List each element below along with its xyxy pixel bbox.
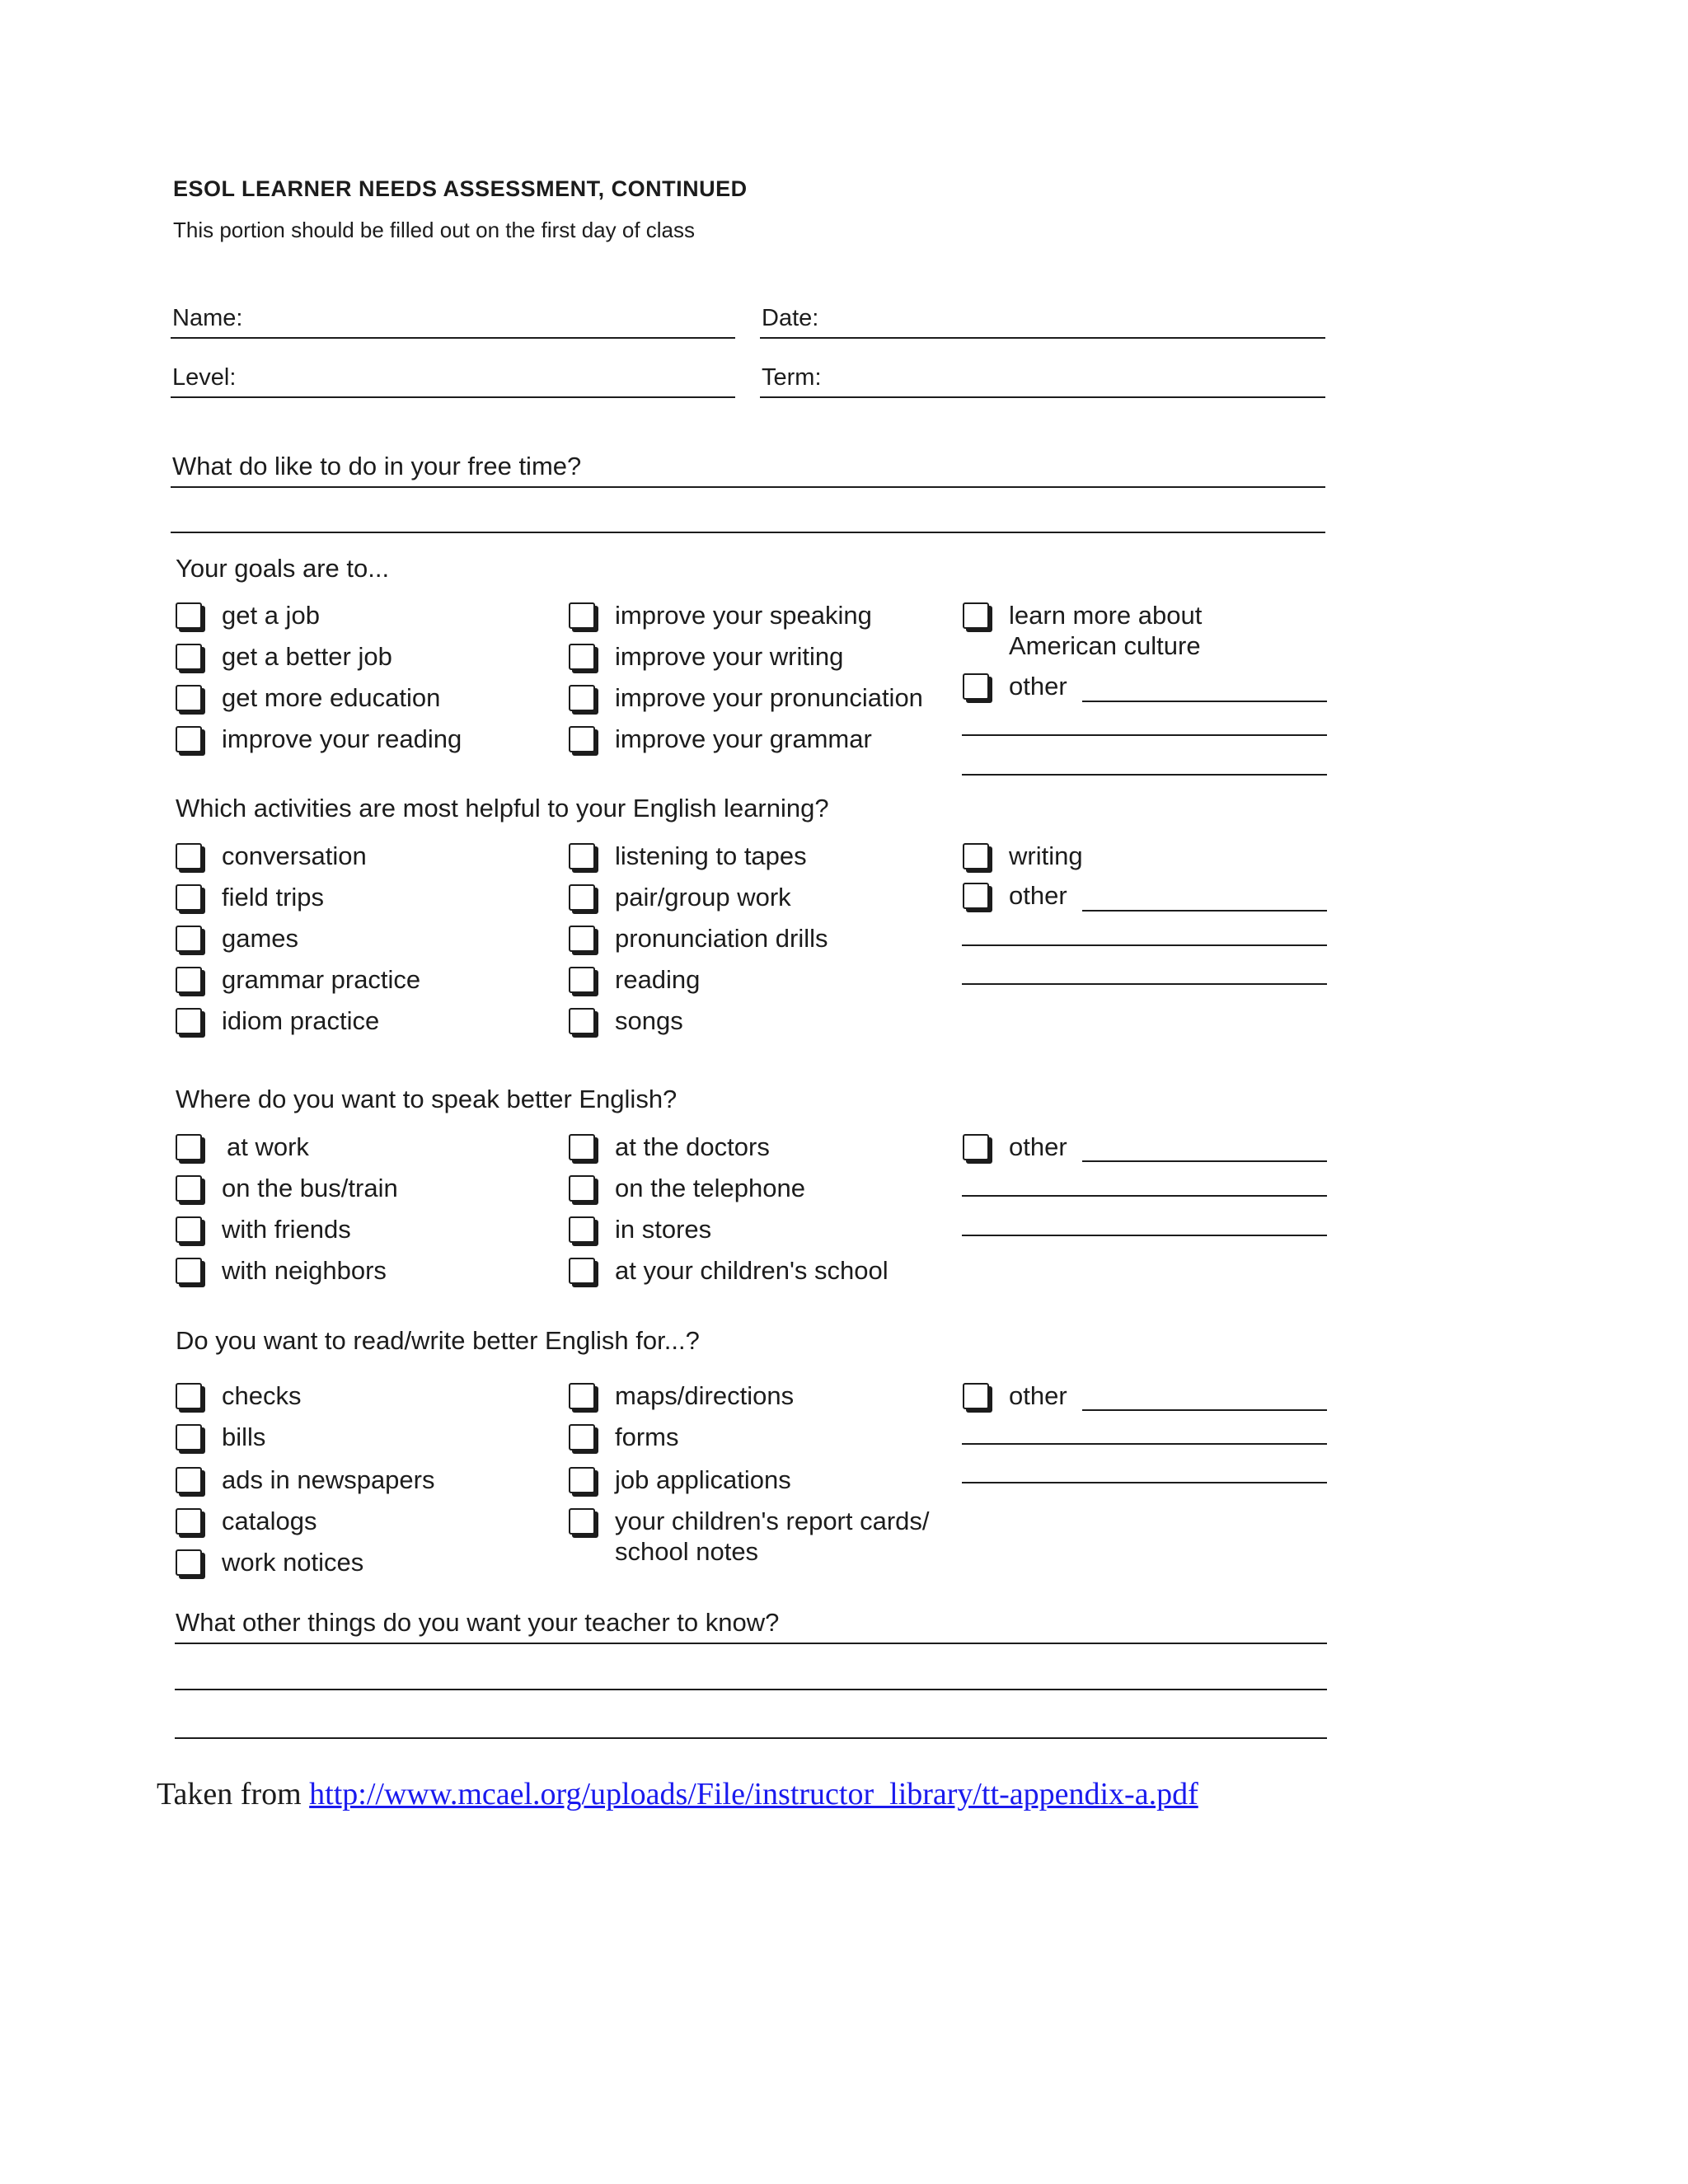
checkbox[interactable] [176,685,202,711]
readwrite-option-label-line2: school notes [615,1537,759,1566]
teacher-answer-line[interactable] [175,1737,1327,1739]
checkbox[interactable] [963,883,989,909]
speak-option-label: in stores [615,1215,712,1244]
checkbox[interactable] [569,884,595,911]
readwrite-option[interactable] [176,1506,316,1536]
checkbox[interactable] [176,1175,202,1202]
activity-option[interactable] [569,923,828,954]
activity-other-option[interactable] [963,880,1067,911]
readwrite-option[interactable] [176,1465,435,1495]
free-time-question: What do like to do in your free time? [172,452,582,480]
readwrite-option[interactable] [176,1547,363,1577]
checkbox[interactable] [176,967,202,993]
checkbox[interactable] [569,1424,595,1451]
activity-option-label: pair/group work [615,883,791,912]
checkbox[interactable] [176,884,202,911]
activities-question: Which activities are most helpful to your English learning? [176,794,829,823]
checkbox[interactable] [569,1008,595,1034]
checkbox[interactable] [569,602,595,629]
form-subtitle: This portion should be filled out on the first day of class [173,218,696,242]
date-label: Date: [762,305,819,331]
speak-option[interactable] [569,1255,889,1286]
checkbox[interactable] [176,1467,202,1493]
activity-option-label: pronunciation drills [615,924,828,953]
speak-option[interactable] [176,1255,387,1286]
checkbox[interactable] [569,1508,595,1535]
name-field[interactable] [171,291,735,339]
readwrite-question: Do you want to read/write better English for...? [176,1326,700,1355]
speak-option-label: at your children's school [615,1256,889,1285]
activity-other-line[interactable] [962,983,1327,985]
readwrite-other-line[interactable] [1082,1409,1327,1411]
checkbox[interactable] [569,1216,595,1243]
goal-option[interactable] [963,600,1202,661]
activity-option[interactable] [176,1005,379,1036]
goal-other-option[interactable] [963,671,1067,701]
level-field[interactable] [171,350,735,398]
readwrite-option-label: forms [615,1422,679,1451]
goal-option[interactable] [176,724,462,754]
readwrite-option[interactable] [569,1506,930,1567]
goal-option-label: get a better job [222,642,392,671]
source-prefix: Taken from [157,1777,310,1811]
speak-other-line[interactable] [962,1195,1327,1197]
other-label: other [1009,1132,1067,1161]
source-note [157,1776,1198,1812]
activity-option[interactable] [176,841,367,871]
other-label: other [1009,672,1067,701]
readwrite-option[interactable] [569,1380,794,1411]
checkbox[interactable] [569,1467,595,1493]
speak-question: Where do you want to speak better English? [176,1085,678,1113]
checkbox[interactable] [176,843,202,869]
goal-option[interactable] [569,724,872,754]
readwrite-option-label: bills [222,1422,266,1451]
checkbox[interactable] [569,926,595,952]
readwrite-option-label-line1: your children's report cards/ [615,1507,930,1535]
checkbox[interactable] [176,1216,202,1243]
other-label: other [1009,881,1067,910]
speak-other-option[interactable] [963,1132,1067,1162]
checkbox[interactable] [569,967,595,993]
readwrite-option-label: ads in newspapers [222,1465,435,1494]
name-label: Name: [172,305,243,331]
activity-option[interactable] [176,882,324,912]
goal-option-label: get more education [222,683,441,712]
speak-option[interactable] [569,1173,805,1203]
free-time-field[interactable] [171,440,1325,488]
speak-option-label: with friends [222,1215,351,1244]
free-time-answer-line[interactable] [171,532,1325,533]
readwrite-option-label: catalogs [222,1507,317,1535]
checkbox[interactable] [569,1383,595,1409]
readwrite-option-label [615,1506,930,1567]
checkbox[interactable] [176,602,202,629]
speak-option-label: on the telephone [615,1174,805,1202]
activity-option[interactable] [569,841,807,871]
goal-option-label: improve your pronunciation [615,683,923,712]
readwrite-option[interactable] [176,1380,301,1411]
goal-option-label-line2: American culture [1009,631,1201,660]
speak-option-label: at work [227,1132,309,1161]
activity-option-label: field trips [222,883,325,912]
source-link[interactable]: http://www.mcael.org/uploads/File/instructor_library/tt-appendix-a.pdf [309,1777,1198,1811]
term-label: Term: [762,364,822,391]
activity-option[interactable] [176,964,420,995]
readwrite-option[interactable] [176,1422,265,1452]
speak-option[interactable] [569,1132,770,1162]
speak-option[interactable] [569,1214,711,1244]
activity-option[interactable] [963,841,1083,871]
checkbox[interactable] [176,1508,202,1535]
speak-option[interactable] [176,1132,309,1162]
checkbox[interactable] [963,1383,989,1409]
activity-option[interactable] [569,1005,683,1036]
checkbox[interactable] [176,644,202,670]
goal-other-line[interactable] [962,734,1327,736]
term-field[interactable] [760,350,1325,398]
activity-option[interactable] [569,882,791,912]
goal-option[interactable] [569,600,872,630]
speak-other-line[interactable] [1082,1160,1327,1162]
checkbox[interactable] [176,1134,202,1160]
level-label: Level: [172,364,237,391]
checkbox[interactable] [569,1134,595,1160]
readwrite-option-label: work notices [222,1548,364,1577]
goal-option-label [1009,600,1202,661]
checkbox[interactable] [569,843,595,869]
goal-option-label: improve your reading [222,724,462,753]
activity-option-label: songs [615,1006,683,1035]
goal-option[interactable] [176,682,440,713]
teacher-answer-line[interactable] [175,1689,1327,1690]
readwrite-option[interactable] [569,1422,679,1452]
checkbox[interactable] [176,1008,202,1034]
checkbox[interactable] [176,926,202,952]
activity-option-label: games [222,924,299,953]
checkbox[interactable] [963,843,989,869]
teacher-question: What other things do you want your teacher to know? [176,1608,780,1637]
goal-other-line[interactable] [962,774,1327,776]
activity-option-label: idiom practice [222,1006,380,1035]
form-title: ESOL LEARNER NEEDS ASSESSMENT, CONTINUED [173,176,748,201]
checkbox[interactable] [569,1175,595,1202]
goal-option[interactable] [569,682,923,713]
activity-option-label: writing [1009,841,1083,870]
speak-option-label: at the doctors [615,1132,770,1161]
goal-option[interactable] [569,641,843,672]
speak-option[interactable] [176,1173,398,1203]
checkbox[interactable] [569,644,595,670]
checkbox[interactable] [963,1134,989,1160]
checkbox[interactable] [176,1549,202,1576]
speak-other-line[interactable] [962,1235,1327,1236]
checkbox[interactable] [963,602,989,629]
activity-option-label: listening to tapes [615,841,807,870]
checkbox[interactable] [176,726,202,752]
readwrite-other-line[interactable] [962,1482,1327,1483]
readwrite-other-line[interactable] [962,1443,1327,1445]
speak-option[interactable] [176,1214,351,1244]
goal-option-label: improve your speaking [615,601,872,630]
goal-option-label: improve your writing [615,642,844,671]
readwrite-option-label: job applications [615,1465,791,1494]
goals-question: Your goals are to... [176,554,390,583]
readwrite-other-option[interactable] [963,1380,1067,1411]
date-field[interactable] [760,291,1325,339]
checkbox[interactable] [569,685,595,711]
goal-other-line[interactable] [1082,701,1327,702]
readwrite-option-label: maps/directions [615,1381,795,1410]
other-label: other [1009,1381,1067,1410]
activity-option-label: conversation [222,841,367,870]
checkbox[interactable] [569,726,595,752]
activity-option[interactable] [176,923,298,954]
goal-option[interactable] [176,641,392,672]
speak-option-label: with neighbors [222,1256,387,1285]
checkbox[interactable] [963,673,989,700]
readwrite-option[interactable] [569,1465,791,1495]
checkbox[interactable] [176,1383,202,1409]
checkbox[interactable] [176,1258,202,1284]
activity-other-line[interactable] [962,944,1327,946]
speak-option-label: on the bus/train [222,1174,398,1202]
goal-option-label: get a job [222,601,320,630]
checkbox[interactable] [569,1258,595,1284]
goal-option-label-line1: learn more about [1009,601,1203,630]
readwrite-option-label: checks [222,1381,302,1410]
teacher-answer-line[interactable] [175,1643,1327,1644]
activity-option[interactable] [569,964,700,995]
activity-option-label: reading [615,965,701,994]
goal-option-label: improve your grammar [615,724,872,753]
checkbox[interactable] [176,1424,202,1451]
goal-option[interactable] [176,600,320,630]
activity-option-label: grammar practice [222,965,421,994]
activity-other-line[interactable] [1082,910,1327,912]
